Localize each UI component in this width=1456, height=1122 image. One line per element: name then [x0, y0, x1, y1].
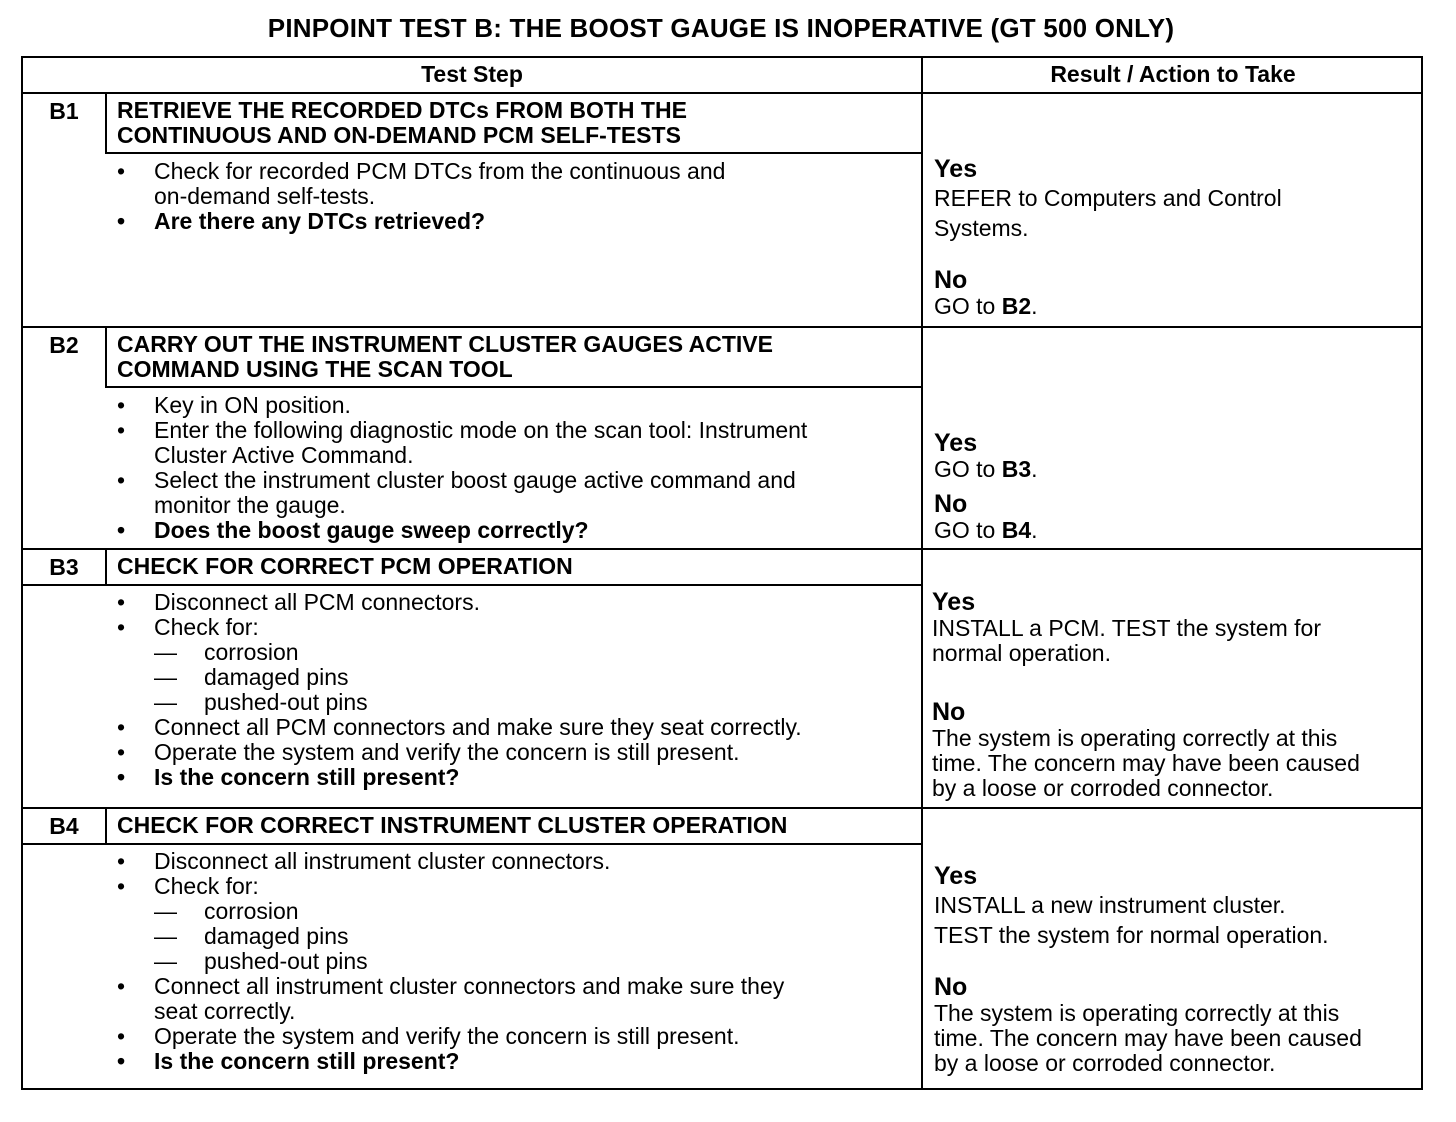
go-to-text: GO to — [934, 456, 1002, 482]
list-item-text: Connect all instrument cluster connectors and make sure they — [154, 973, 785, 999]
step-title-divider — [23, 843, 921, 845]
step-id-b3: B3 — [49, 554, 79, 580]
step-title-divider — [105, 152, 921, 154]
step-title-b3 — [117, 554, 917, 579]
row-divider — [23, 548, 1421, 550]
result-b1 — [934, 155, 1419, 319]
step-title-b4 — [117, 813, 917, 838]
list-item — [117, 740, 917, 765]
list-item — [117, 590, 917, 615]
list-subitem — [117, 640, 917, 665]
list-item-text: damaged pins — [204, 664, 349, 690]
list-item — [117, 615, 917, 640]
step-title-b2 — [117, 332, 917, 382]
yes-action: TEST the system for normal operation. — [934, 922, 1329, 948]
no-action: time. The concern may have been caused — [934, 1025, 1362, 1051]
row-divider — [23, 807, 1421, 809]
no-label: No — [934, 490, 968, 518]
list-item-text: Check for: — [154, 614, 259, 640]
list-item-question — [117, 1049, 917, 1074]
dash-mark: — — [154, 639, 177, 665]
list-item-text: on-demand self-tests. — [154, 183, 376, 209]
go-to-step-b3: B3 — [1001, 456, 1032, 482]
go-to-step-b4: B4 — [1001, 517, 1032, 543]
list-item-text: seat correctly. — [154, 998, 296, 1024]
step-id-divider — [105, 326, 107, 388]
list-subitem — [117, 665, 917, 690]
header-test-step: Test Step — [421, 61, 523, 87]
step-id-b4: B4 — [49, 813, 79, 839]
step-id-divider — [105, 548, 107, 584]
dash-mark: — — [154, 664, 177, 690]
result-b4 — [934, 862, 1421, 1076]
no-label: No — [934, 266, 968, 294]
no-action: time. The concern may have been caused — [932, 750, 1360, 776]
header-divider — [23, 92, 1421, 94]
column-divider — [921, 58, 923, 1088]
go-to-text: GO to — [934, 517, 1002, 543]
list-item-text: Disconnect all instrument cluster connectors. — [154, 848, 611, 874]
list-item-text: corrosion — [204, 898, 299, 924]
list-item-text: Connect all PCM connectors and make sure they seat correctly. — [154, 714, 802, 740]
step-title-line: CONTINUOUS AND ON-DEMAND PCM SELF-TESTS — [117, 122, 681, 148]
yes-label: Yes — [934, 155, 978, 183]
result-b3 — [932, 588, 1421, 801]
result-b2 — [934, 429, 1419, 543]
dash-mark: — — [154, 923, 177, 949]
go-to-text: . — [1031, 517, 1038, 543]
step-instructions-b1 — [117, 159, 917, 234]
go-to-text: . — [1031, 456, 1038, 482]
go-to-text: . — [1031, 293, 1038, 319]
no-action: The system is operating correctly at this — [934, 1000, 1340, 1026]
yes-action: INSTALL a PCM. TEST the system for — [932, 615, 1321, 641]
list-item-text: Does the boost gauge sweep correctly? — [154, 517, 589, 543]
step-title-line: CHECK FOR CORRECT INSTRUMENT CLUSTER OPERATION — [117, 812, 788, 838]
list-item-text: Check for: — [154, 873, 259, 899]
yes-action: INSTALL a new instrument cluster. — [934, 892, 1286, 918]
list-item-text: Check for recorded PCM DTCs from the continuous and — [154, 158, 726, 184]
list-item — [117, 715, 917, 740]
list-item — [117, 159, 917, 209]
list-item — [117, 393, 917, 418]
no-action: The system is operating correctly at this — [932, 725, 1338, 751]
no-action: by a loose or corroded connector. — [934, 1050, 1276, 1076]
step-instructions-b2 — [117, 393, 917, 543]
step-title-divider — [105, 386, 921, 388]
list-item-text: Operate the system and verify the concern is still present. — [154, 739, 740, 765]
list-item-text: Cluster Active Command. — [154, 442, 414, 468]
list-item-text: monitor the gauge. — [154, 492, 346, 518]
list-item-text: Disconnect all PCM connectors. — [154, 589, 480, 615]
list-item-text: Is the concern still present? — [154, 1048, 460, 1074]
step-id-b2: B2 — [49, 332, 79, 358]
row-divider — [23, 326, 1421, 328]
pinpoint-test-table — [21, 56, 1423, 1090]
list-subitem — [117, 949, 917, 974]
list-item-text: Are there any DTCs retrieved? — [154, 208, 486, 234]
list-item-text: Enter the following diagnostic mode on the scan tool: Instrument — [154, 417, 808, 443]
list-item-text: Operate the system and verify the concern is still present. — [154, 1023, 740, 1049]
list-item-text: corrosion — [204, 639, 299, 665]
go-to-text: GO to — [934, 293, 1002, 319]
list-item-text: pushed-out pins — [204, 948, 368, 974]
yes-label: Yes — [934, 862, 978, 890]
yes-action — [934, 457, 1419, 482]
dash-mark: — — [154, 948, 177, 974]
go-to-step-b2: B2 — [1001, 293, 1032, 319]
no-action — [934, 518, 1419, 543]
list-item-text: pushed-out pins — [204, 689, 368, 715]
list-item — [117, 974, 917, 1024]
step-instructions-b4 — [117, 849, 917, 1074]
header-result-action: Result / Action to Take — [1050, 61, 1296, 87]
no-action — [934, 294, 1419, 319]
step-title-line: COMMAND USING THE SCAN TOOL — [117, 356, 513, 382]
yes-label: Yes — [932, 588, 976, 616]
no-label: No — [932, 698, 966, 726]
step-title-divider — [23, 584, 921, 586]
list-item — [117, 849, 917, 874]
step-instructions-b3 — [117, 590, 917, 790]
yes-action: normal operation. — [932, 640, 1111, 666]
list-subitem — [117, 924, 917, 949]
step-title-line: CHECK FOR CORRECT PCM OPERATION — [117, 553, 573, 579]
page-title: PINPOINT TEST B: THE BOOST GAUGE IS INOPERATIVE (GT 500 ONLY) — [267, 13, 1175, 43]
list-item-text: Is the concern still present? — [154, 764, 460, 790]
list-item-text: Key in ON position. — [154, 392, 351, 418]
step-id-divider — [105, 92, 107, 154]
list-item — [117, 468, 917, 518]
list-item-text: Select the instrument cluster boost gauge active command and — [154, 467, 796, 493]
step-title-b1 — [117, 98, 917, 148]
list-item-question — [117, 765, 917, 790]
list-subitem — [117, 690, 917, 715]
list-subitem — [117, 899, 917, 924]
step-title-line: RETRIEVE THE RECORDED DTCs FROM BOTH THE — [117, 97, 687, 123]
dash-mark: — — [154, 689, 177, 715]
list-item-text: damaged pins — [204, 923, 349, 949]
list-item — [117, 418, 917, 468]
yes-label: Yes — [934, 429, 978, 457]
list-item-question — [117, 209, 917, 234]
no-action: by a loose or corroded connector. — [932, 775, 1274, 801]
step-title-line: CARRY OUT THE INSTRUMENT CLUSTER GAUGES ACTIVE — [117, 331, 773, 357]
yes-action: REFER to Computers and Control — [934, 185, 1282, 211]
list-item-question — [117, 518, 917, 543]
no-label: No — [934, 973, 968, 1001]
list-item — [117, 1024, 917, 1049]
yes-action: Systems. — [934, 215, 1029, 241]
step-id-b1: B1 — [49, 98, 79, 124]
dash-mark: — — [154, 898, 177, 924]
list-item — [117, 874, 917, 899]
step-id-divider — [105, 807, 107, 843]
